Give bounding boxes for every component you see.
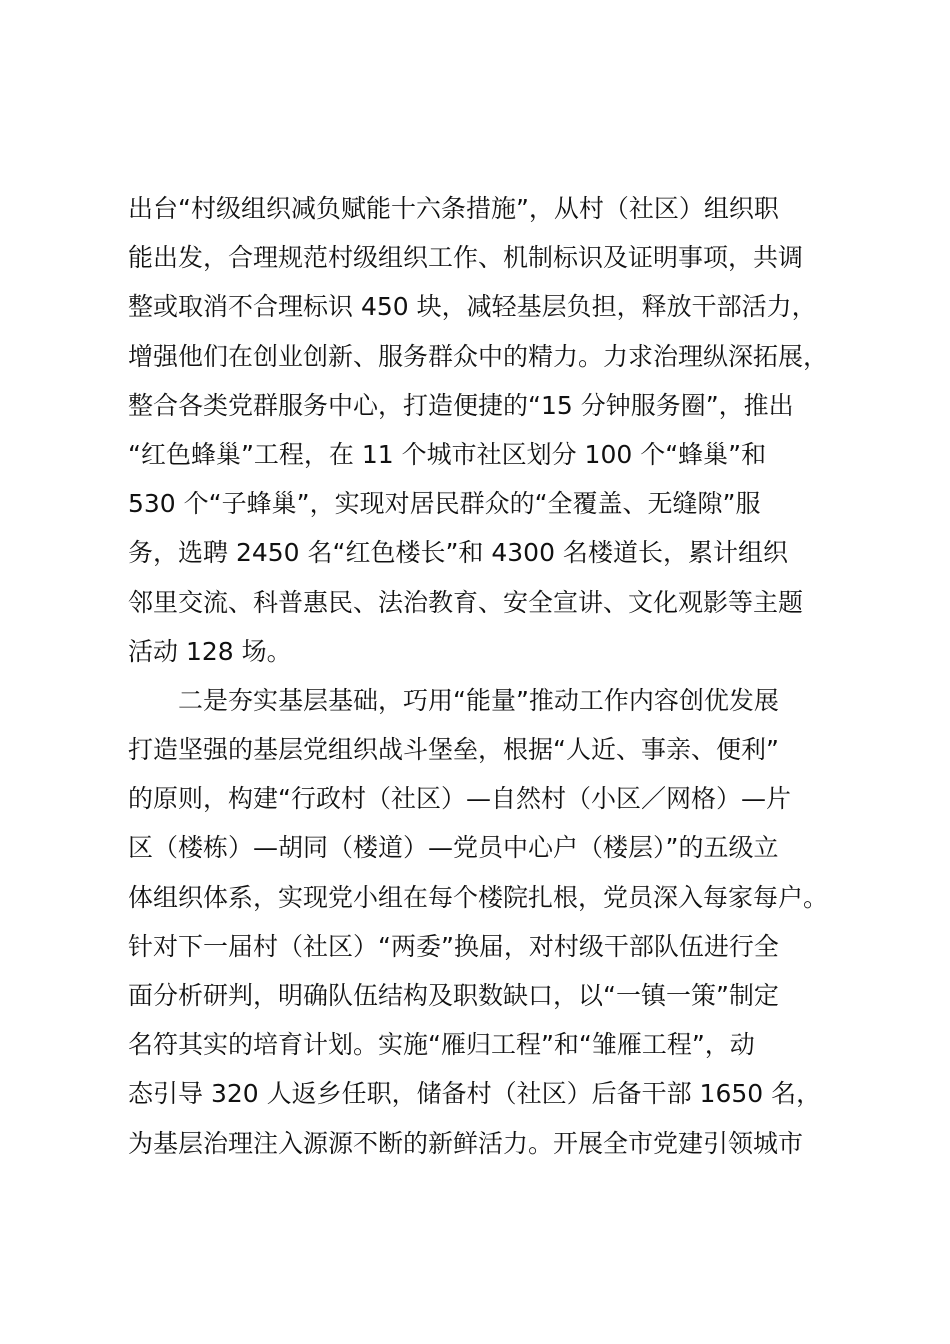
text-line: 整或取消不合理标识 450 块，减轻基层负担，释放干部活力， [128,292,817,322]
text-line: 530 个“子蜂巢”，实现对居民群众的“全覆盖、无缝隙”服 [128,489,761,519]
text-line: 出台“村级组织减负赋能十六条措施”，从村（社区）组织职 [128,194,779,223]
text-line: 体组织体系，实现党小组在每个楼院扎根，党员深入每家每户。 [128,882,829,912]
text-line: 务，选聘 2450 名“红色楼长”和 4300 名楼道长，累计组织 [128,538,788,568]
text-line: 区（楼栋）—胡同（楼道）—党员中心户（楼层）”的五级立 [128,833,779,863]
text-line: 面分析研判，明确队伍结构及职数缺口，以“一镇一策”制定 [128,981,779,1010]
paragraph-heading-line: 二是夯实基层基础，巧用“能量”推动工作内容创优发展 [178,685,779,715]
text-line: 为基层治理注入源源不断的新鲜活力。开展全市党建引领城市 [128,1128,804,1158]
text-line: 针对下一届村（社区）“两委”换届，对村级干部队伍进行全 [128,931,779,961]
text-line: 的原则，构建“行政村（社区）—自然村（小区／网格）—片 [128,784,791,814]
text-line: 整合各类党群服务中心，打造便捷的“15 分钟服务圈”，推出 [128,390,794,420]
text-line: 邻里交流、科普惠民、法治教育、安全宣讲、文化观影等主题 [128,587,804,617]
text-line: 态引导 320 人返乡任职，储备村（社区）后备干部 1650 名， [128,1079,822,1109]
text-line: “红色蜂巢”工程，在 11 个城市社区划分 100 个“蜂巢”和 [128,439,767,469]
text-line: 增强他们在创业创新、服务群众中的精力。力求治理纵深拓展， [128,341,829,371]
text-line: 活动 128 场。 [128,636,292,666]
text-line: 名符其实的培育计划。实施“雁归工程”和“雏雁工程”，动 [128,1030,755,1060]
text-line: 打造坚强的基层党组织战斗堡垒，根据“人近、事亲、便利” [128,735,779,765]
body-text [128,184,848,1168]
text-line: 能出发，合理规范村级组织工作、机制标识及证明事项，共调 [128,243,804,273]
